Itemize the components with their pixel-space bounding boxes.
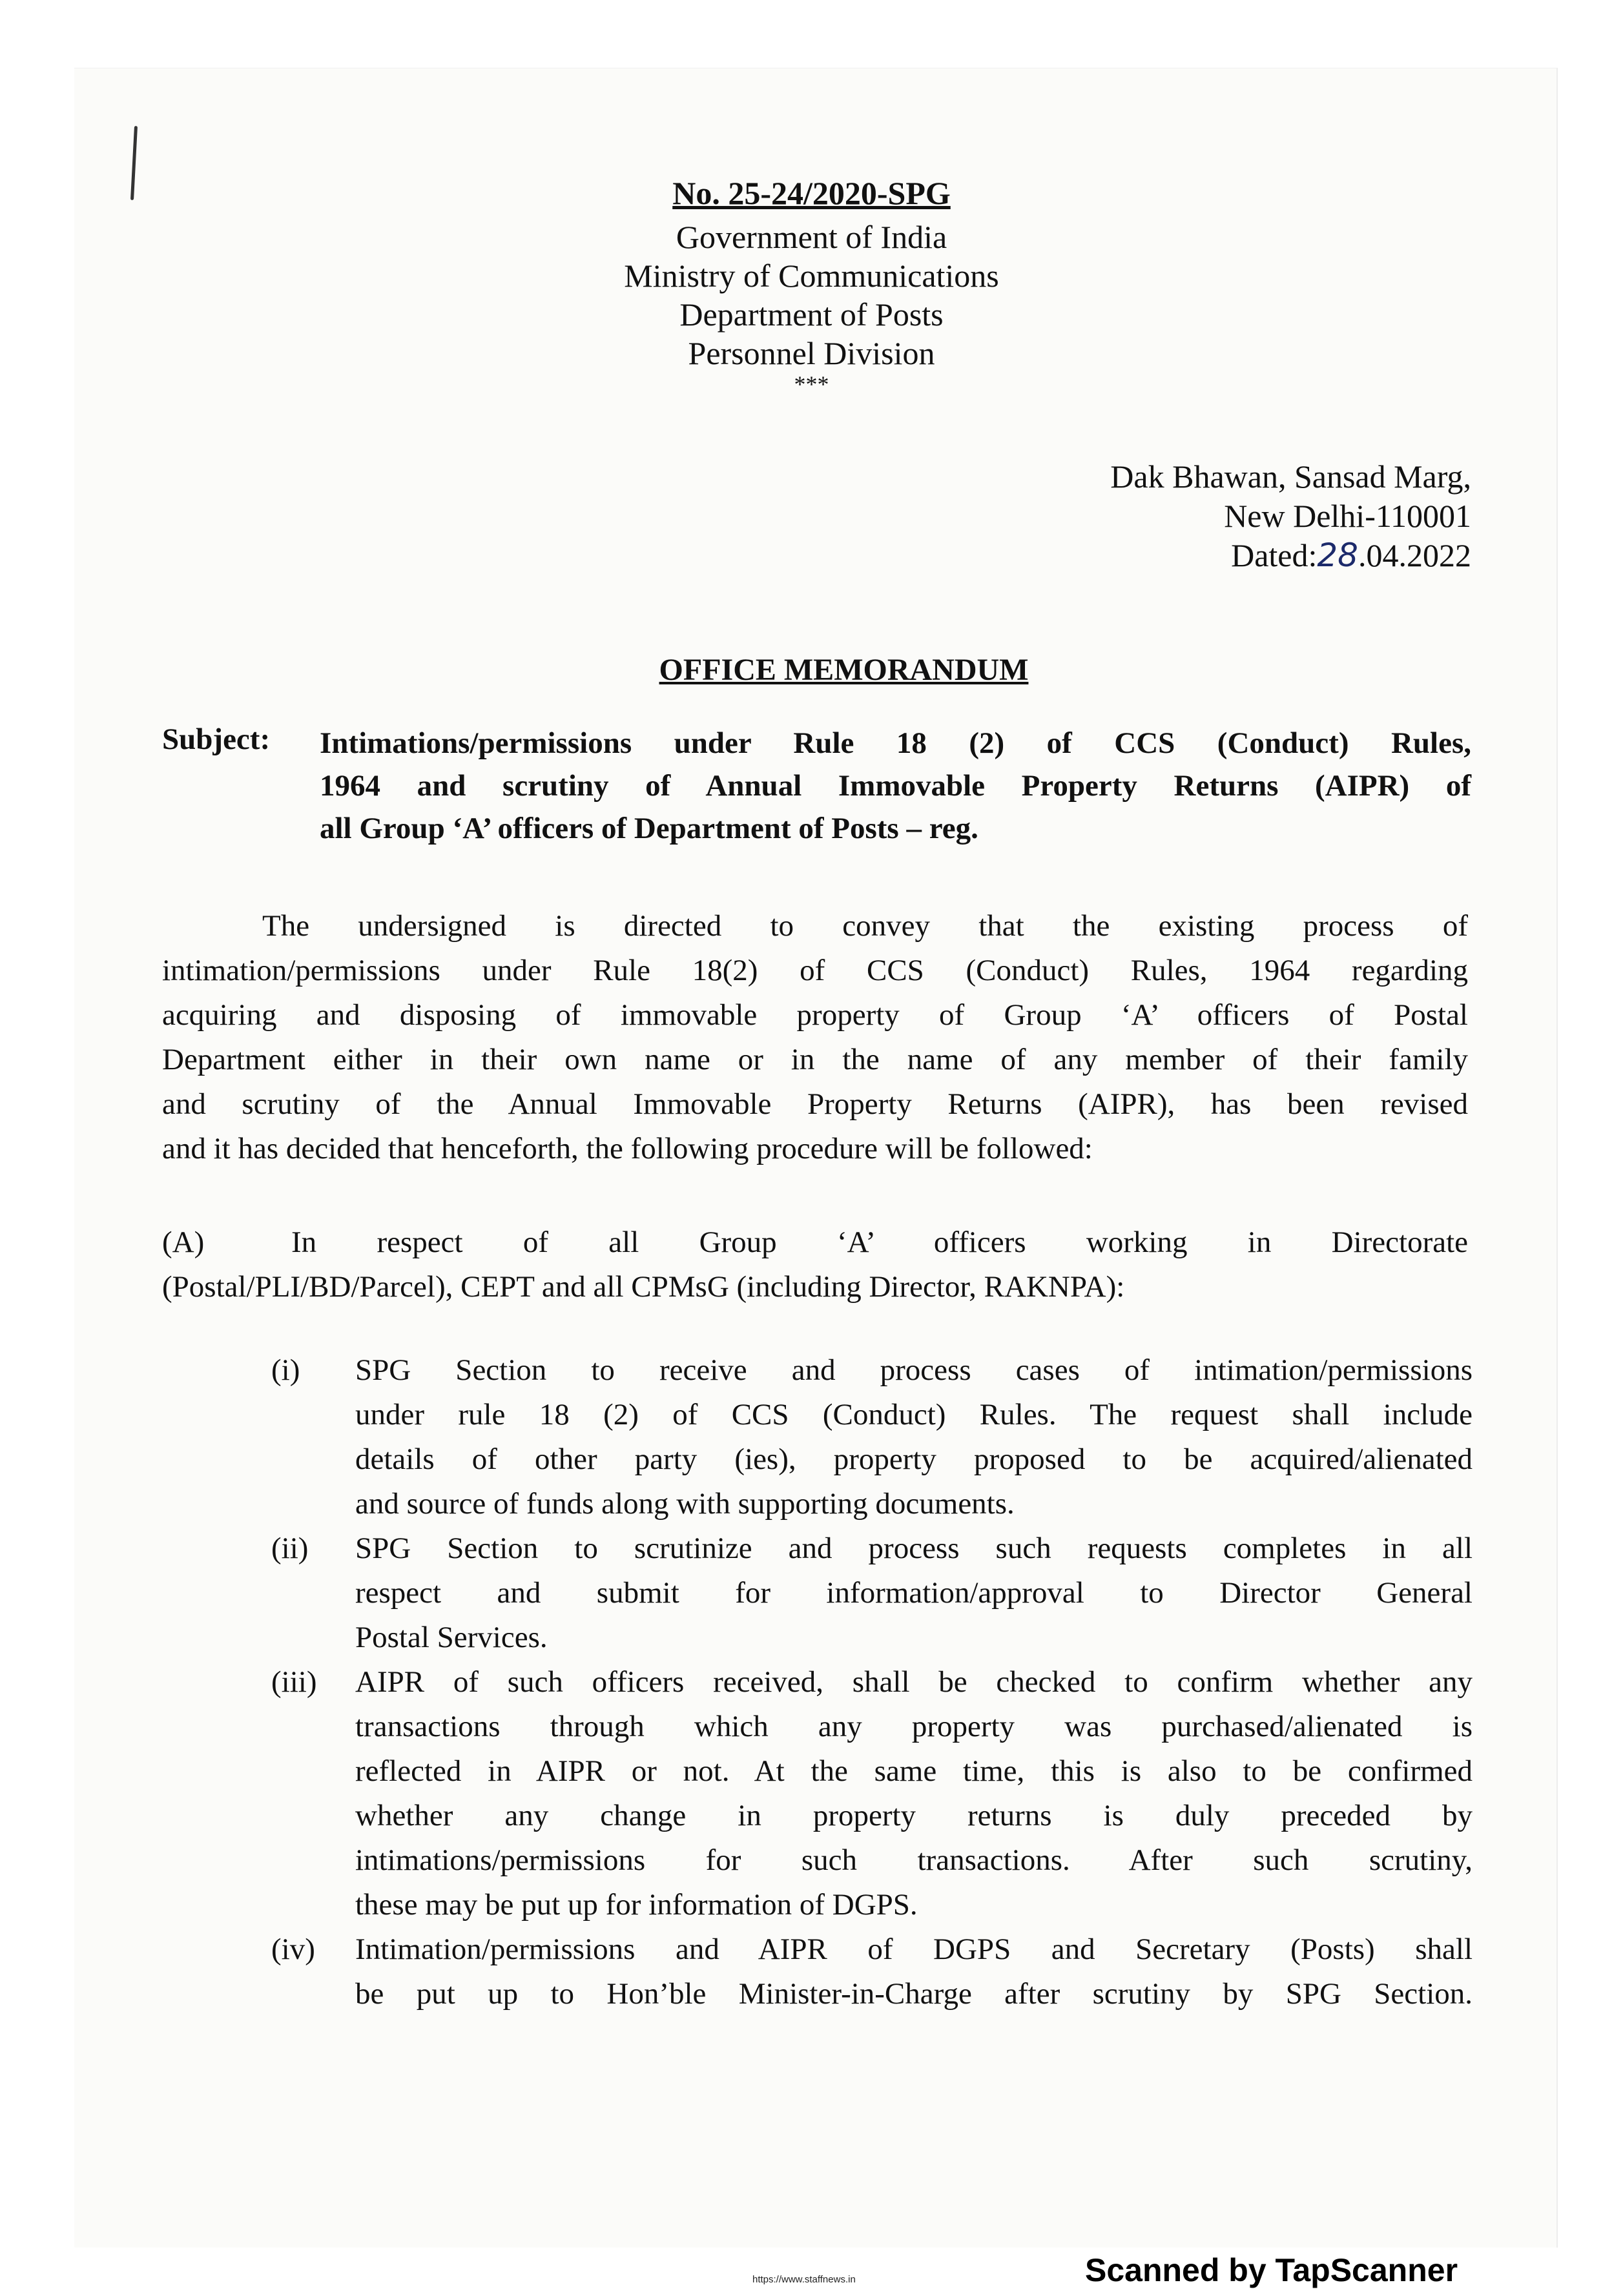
header-line: Department of Posts <box>679 296 944 333</box>
file-number-text: No. 25-24/2020-SPG <box>672 175 951 211</box>
item-line: Postal Services. <box>355 1621 548 1654</box>
section-a-line: (Postal/PLI/BD/Parcel), CEPT and all CPMsG (including Director, RAKNPA): <box>162 1270 1125 1304</box>
paragraph-line: and scrutiny of the Annual Immovable Property Returns (AIPR), has been revised <box>162 1087 1468 1121</box>
header-line: Government of India <box>676 219 947 255</box>
item-line: AIPR of such officers received, shall be checked to confirm whether any <box>355 1665 1473 1699</box>
item-line: details of other party (ies), property proposed to be acquired/alienated <box>355 1442 1473 1476</box>
section-a <box>162 1220 1468 1309</box>
item-line: SPG Section to receive and process cases of intimation/permissions <box>355 1353 1473 1387</box>
handwritten-day: 28 <box>1317 537 1358 574</box>
subject-text <box>320 722 1471 850</box>
address-line: New Delhi-110001 <box>1224 498 1471 534</box>
memo-title <box>32 652 1623 688</box>
item-number: (iv) <box>271 1932 315 1966</box>
item-line: under rule 18 (2) of CCS (Conduct) Rules. The request shall include <box>355 1398 1473 1431</box>
paragraph-line: The undersigned is directed to convey that the existing process of <box>262 909 1468 943</box>
section-a-label: (A) <box>162 1225 205 1259</box>
item-line: be put up to Hon’ble Minister-in-Charge after scrutiny by SPG Section. <box>355 1977 1473 2011</box>
source-url[interactable]: https://www.staffnews.in <box>752 2274 856 2285</box>
item-line: intimations/permissions for such transactions. After such scrutiny, <box>355 1843 1473 1877</box>
paragraph-line: intimation/permissions under Rule 18(2) of CCS (Conduct) Rules, 1964 regarding <box>162 954 1468 987</box>
paragraph-line: and it has decided that henceforth, the following procedure will be followed: <box>162 1132 1093 1165</box>
scanner-watermark: Scanned by TapScanner <box>1085 2252 1458 2288</box>
item-line: Intimation/permissions and AIPR of DGPS and Secretary (Posts) shall <box>355 1932 1473 1966</box>
subject-label: Subject: <box>162 723 271 756</box>
item-line: respect and submit for information/approval to Director General <box>355 1576 1473 1610</box>
header-block <box>0 218 1623 396</box>
intro-paragraph <box>162 904 1468 1171</box>
item-line: reflected in AIPR or not. At the same time, this is also to be confirmed <box>355 1754 1473 1788</box>
item-text <box>355 1348 1473 1526</box>
paragraph-line: acquiring and disposing of immovable property of Group ‘A’ officers of Postal <box>162 998 1468 1032</box>
section-a-text: In respect of all Group ‘A’ officers working in Directorate <box>291 1225 1468 1259</box>
item-line: whether any change in property returns is duly preceded by <box>355 1799 1473 1832</box>
list-item <box>271 1927 1473 2016</box>
subject-line: all Group ‘A’ officers of Department of Posts – reg. <box>320 812 978 845</box>
header-line: Ministry of Communications <box>624 258 999 294</box>
subject-line: 1964 and scrutiny of Annual Immovable Property Returns (AIPR) of <box>320 769 1471 803</box>
date-line <box>1110 536 1471 575</box>
subject-line: Intimations/permissions under Rule 18 (2) of CCS (Conduct) Rules, <box>320 726 1471 760</box>
item-number: (i) <box>271 1353 300 1387</box>
item-number: (iii) <box>271 1665 317 1699</box>
dated-label: Dated: <box>1231 537 1318 573</box>
procedure-list <box>271 1348 1473 2016</box>
list-item <box>271 1526 1473 1660</box>
header-stars: *** <box>794 371 829 397</box>
address-line: Dak Bhawan, Sansad Marg, <box>1110 458 1471 495</box>
dated-value: .04.2022 <box>1358 537 1471 573</box>
item-number: (ii) <box>271 1532 309 1565</box>
list-item <box>271 1660 1473 1927</box>
header-line: Personnel Division <box>688 335 935 371</box>
item-text <box>355 1927 1473 2016</box>
item-line: these may be put up for information of DGPS. <box>355 1888 918 1922</box>
paragraph-line: Department either in their own name or in the name of any member of their family <box>162 1043 1468 1076</box>
item-text <box>355 1660 1473 1927</box>
item-line: transactions through which any property was purchased/alienated is <box>355 1710 1473 1743</box>
item-line: SPG Section to scrutinize and process such requests completes in all <box>355 1532 1473 1565</box>
memo-title-text: OFFICE MEMORANDUM <box>659 653 1029 687</box>
address-block <box>1110 457 1471 575</box>
list-item <box>271 1348 1473 1526</box>
file-number <box>0 174 1623 212</box>
section-a-line <box>162 1220 1468 1265</box>
item-text <box>355 1526 1473 1660</box>
item-line: and source of funds along with supporting documents. <box>355 1487 1015 1521</box>
